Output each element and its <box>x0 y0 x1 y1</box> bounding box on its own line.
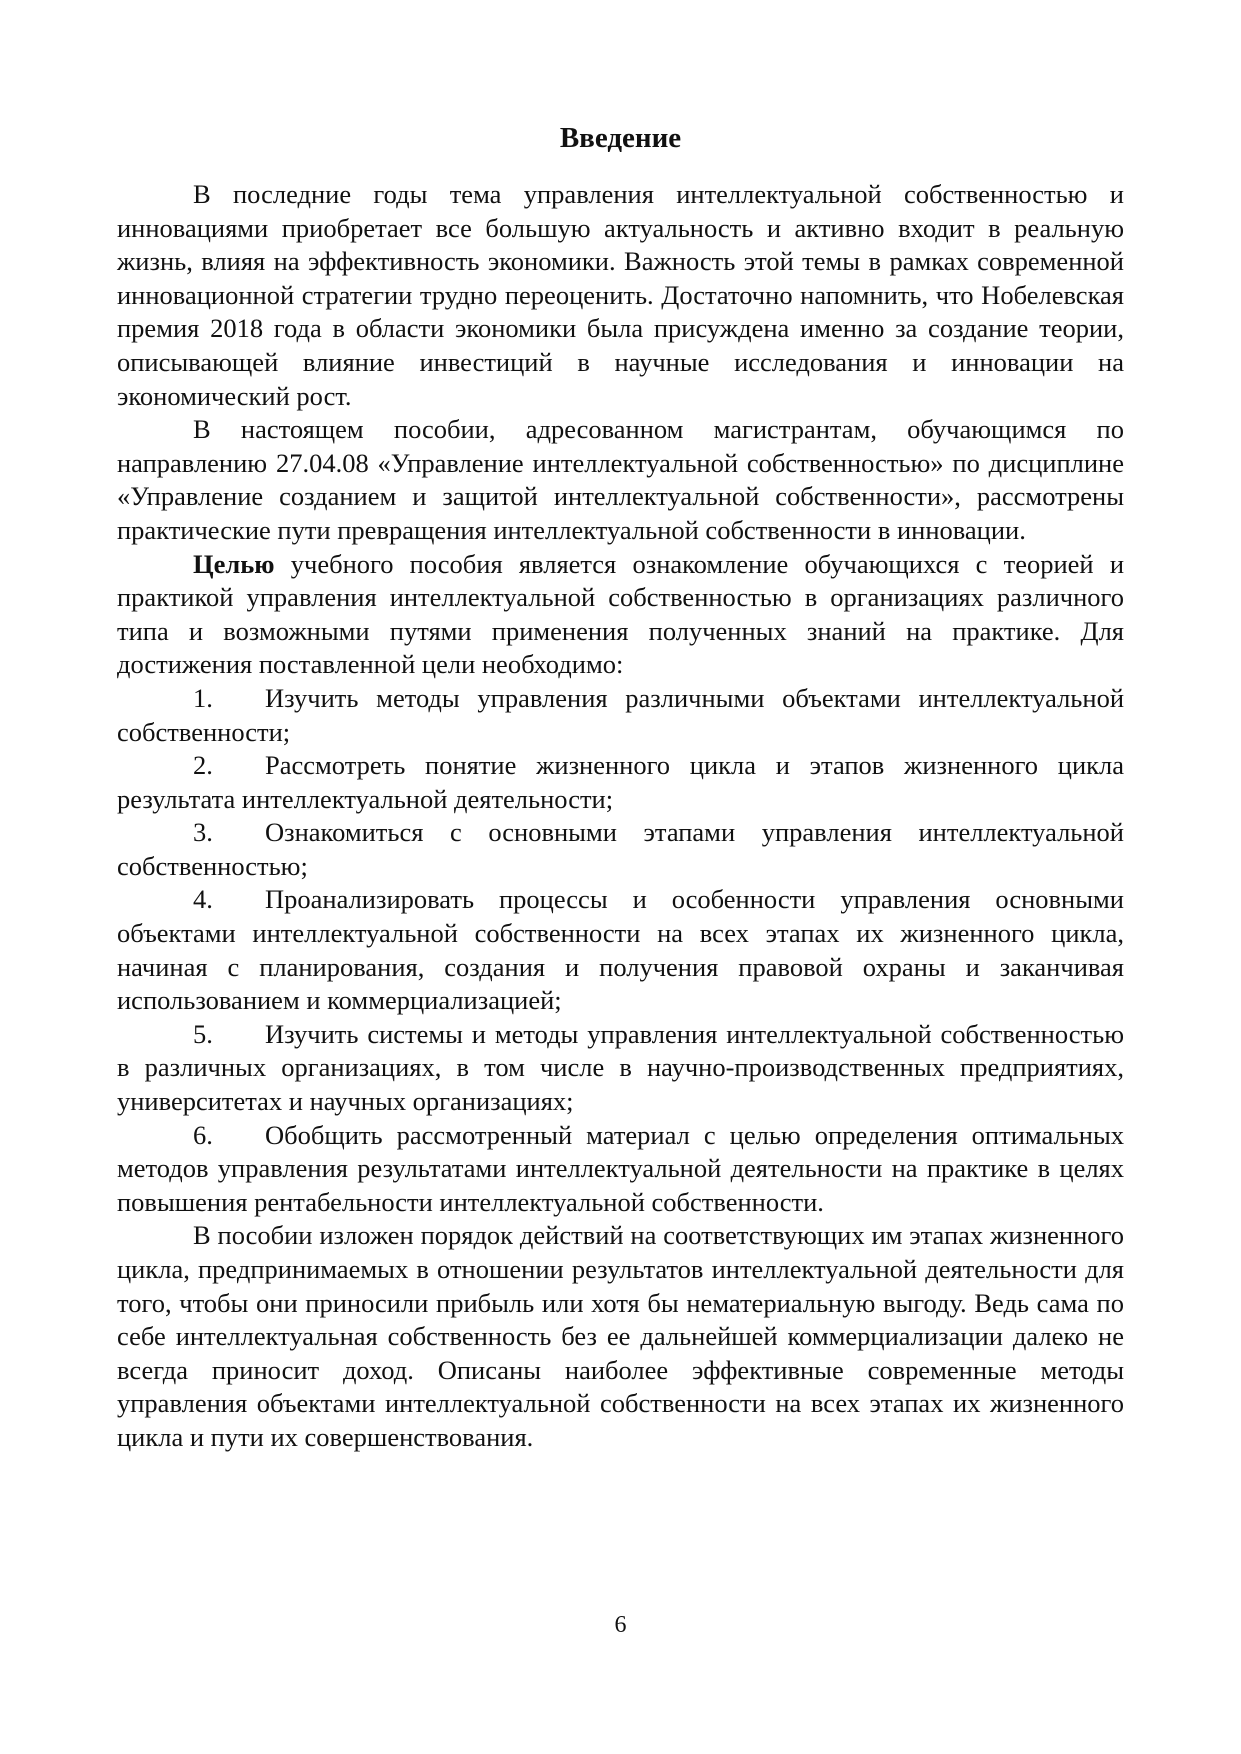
paragraph-goal <box>117 548 1124 682</box>
list-item <box>117 1018 1124 1119</box>
list-item-text: Рассмотреть понятие жизненного цикла и этапов жизненного цикла результата интеллектуальной деятельности; <box>117 750 1124 814</box>
list-item-number: 6. <box>193 1119 213 1150</box>
list-item-text: Обобщить рассмотренный материал с целью определения оптимальных методов управления результатами интеллектуальной деятельности на практике в целях повышения рентабельности интеллектуальной собственности. <box>117 1119 1124 1217</box>
paragraph-intro: В последние годы тема управления интеллектуальной собственностью и инновациями приобретает все большую актуальность и активно входит в реальную жизнь, влияя на эффективность экономики. Важность этой темы в рамках современной инновационной стратегии трудно переоценить. Достаточно напомнить, что Нобелевская премия 2018 года в области экономики была присуждена именно за создание теории, описывающей влияние инвестиций в научные исследования и инновации на экономический рост. <box>117 179 1124 411</box>
body-text <box>117 178 1124 1455</box>
list-item-text: Изучить системы и методы управления интеллектуальной собственностью в различных организациях, в том числе в научно-производственных предприятиях, университетах и научных организациях; <box>117 1018 1124 1117</box>
list-item-number: 2. <box>193 750 213 781</box>
page-number: 6 <box>614 1612 627 1638</box>
list-item-number: 4. <box>193 884 213 915</box>
list-item <box>117 682 1124 749</box>
goal-keyword: Целью <box>193 548 275 579</box>
section-title: Введение <box>559 122 682 154</box>
list-item <box>117 816 1124 883</box>
goal-text: учебного пособия является ознакомление обучающихся с теорией и практикой управления интеллектуальной собственностью в организациях различного типа и возможными путями применения полученных знаний на практике. Для достижения поставленной цели необходимо: <box>117 548 1124 680</box>
paragraph-summary: В пособии изложен порядок действий на соответствующих им этапах жизненного цикла, предпринимаемых в отношении результатов интеллектуальной деятельности для того, чтобы они приносили прибыль или хотя бы нематериальную выгоду. Ведь сама по себе интеллектуальная собственность без ее дальнейшей коммерциализации далеко не всегда приносит доход. Описаны наиболее эффективные современные методы управления объектами интеллектуальной собственности на всех этапах их жизненного цикла и пути их совершенствования. <box>117 1220 1124 1452</box>
list-item <box>117 883 1124 1017</box>
list-item-text: Проанализировать процессы и особенности управления основными объектами интеллектуальной собственности на всех этапах их жизненного цикла, начиная с планирования, создания и получения правовой охраны и заканчивая использованием и коммерциализацией; <box>117 884 1124 1016</box>
list-item-text: Изучить методы управления различными объектами интеллектуальной собственности; <box>117 682 1124 747</box>
list-item <box>117 749 1124 816</box>
list-item-number: 1. <box>193 682 213 713</box>
list-item-text: Ознакомиться с основными этапами управления интеллектуальной собственностью; <box>117 817 1124 881</box>
list-item-number: 3. <box>193 817 213 848</box>
paragraph-audience: В настоящем пособии, адресованном магистрантам, обучающимся по направлению 27.04.08 «Управление интеллектуальной собственностью» по дисциплине «Управление созданием и защитой интеллектуальной собственности», рассмотрены практические пути превращения интеллектуальной собственности в инновации. <box>117 414 1124 545</box>
list-item <box>117 1119 1124 1220</box>
list-item-number: 5. <box>193 1018 213 1049</box>
